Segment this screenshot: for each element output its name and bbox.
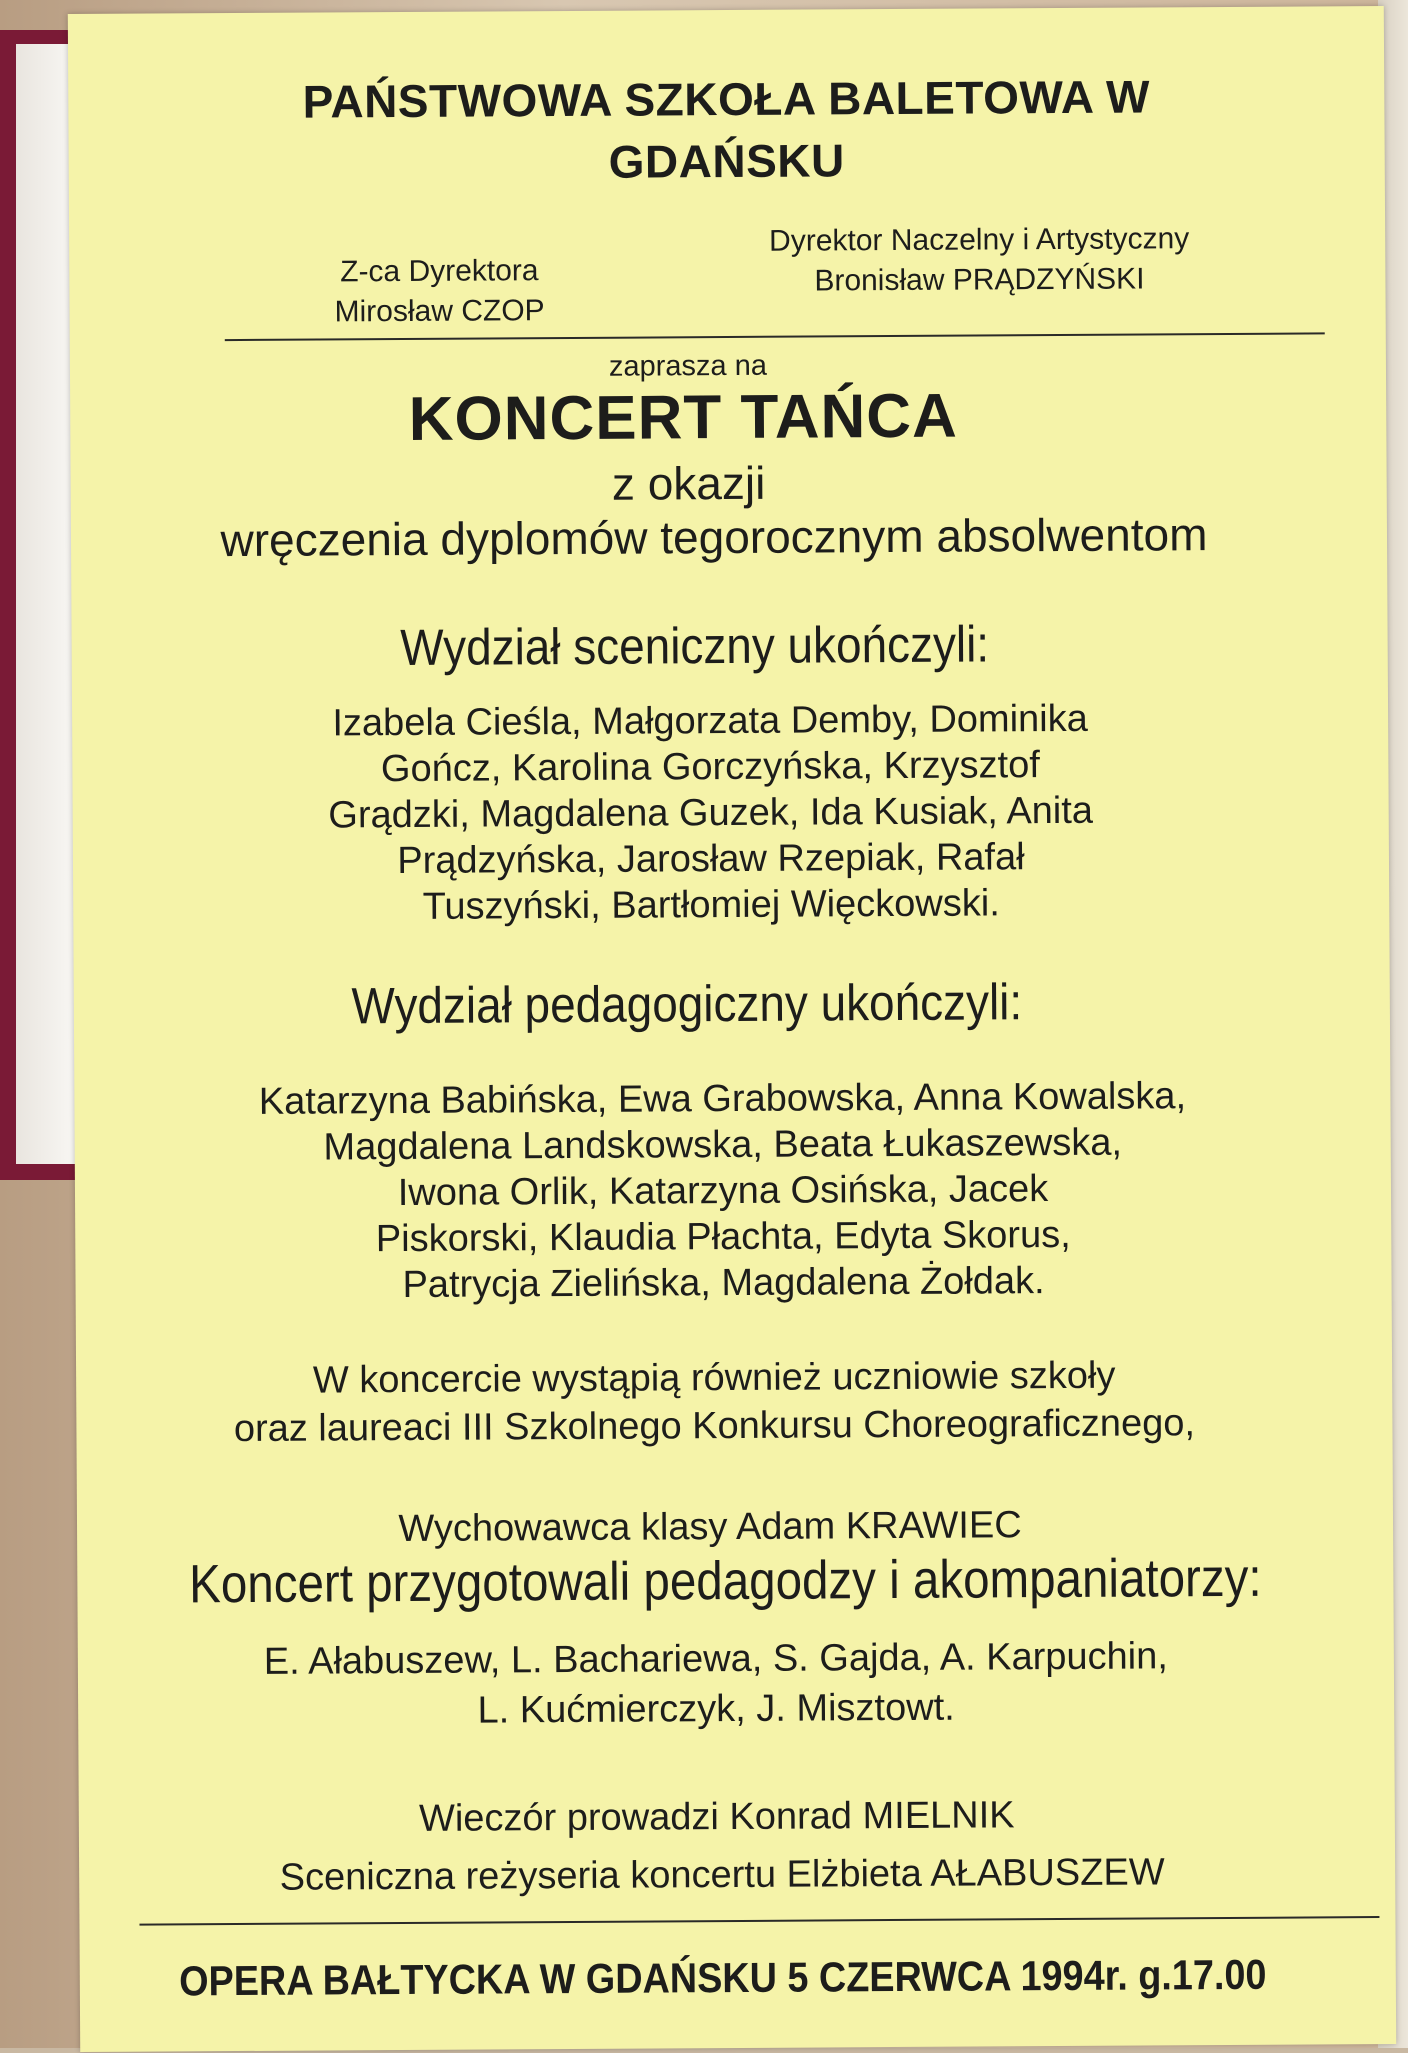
prepared-by-names [38, 1630, 1395, 1738]
director-title: Dyrektor Naczelny i Artystyczny [769, 222, 1190, 258]
prepared-by-heading: Koncert przygotowali pedagodzy i akompaniatorzy: [188, 1547, 1262, 1615]
also-performing-line: oraz laureaci III Szkolnego Konkursu Choreograficznego, [233, 1402, 1196, 1451]
deputy-director-block [249, 251, 629, 333]
event-title: KONCERT TAŃCA [408, 381, 959, 454]
also-performing-line: W koncercie wystąpią również uczniowie szkoły [312, 1354, 1116, 1402]
pedagogy-names-line: Magdalena Landskowska, Beata Łukaszewska, [323, 1121, 1123, 1169]
director-credit: Sceniczna reżyseria koncertu Elżbieta AŁABUSZEW [279, 1851, 1165, 1899]
pedagogy-names-line: Iwona Orlik, Katarzyna Osińska, Jacek [397, 1168, 1049, 1215]
stage-names-line: Grądzki, Magdalena Guzek, Ida Kusiak, Anita [328, 789, 1094, 837]
occasion-line-1: z okazji [611, 456, 766, 510]
pedagogy-names-line: Katarzyna Babińska, Ewa Grabowska, Anna Kowalska, [258, 1075, 1187, 1123]
header-divider [225, 332, 1325, 341]
pedagogy-names-line: Piskorski, Klaudia Płachta, Edyta Skorus, [375, 1213, 1071, 1261]
stage-names-line: Prądzyńska, Jarosław Rzepiak, Rafał [397, 836, 1025, 883]
deputy-director-title: Z-ca Dyrektora [340, 254, 539, 289]
poster-sheet [68, 6, 1396, 2052]
stage-names-line: Tuszyński, Bartłomiej Więckowski. [422, 882, 1000, 928]
venue-date: OPERA BAŁTYCKA W GDAŃSKU 5 CZERWCA 1994r. g.17.00 [179, 1950, 1267, 2005]
also-performing [36, 1350, 1393, 1454]
invites-text: zaprasza na [608, 349, 768, 383]
occasion-line-2: wręczenia dyplomów tegorocznym absolwentom [220, 508, 1208, 567]
school-name-line-1: PAŃSTWOWA SZKOŁA BALETOWA W [302, 70, 1151, 128]
director-block [669, 219, 1289, 303]
director-name: Bronisław PRĄDZYŃSKI [814, 262, 1145, 298]
pedagogy-faculty-names [54, 1072, 1391, 1310]
stage-names-line: Gończ, Karolina Gorczyńska, Krzysztof [380, 744, 1040, 791]
stage-faculty-names [32, 694, 1389, 932]
host-credit: Wieczór prowadzi Konrad MIELNIK [418, 1794, 1015, 1840]
pedagogy-names-line: Patrycja Zielińska, Magdalena Żołdak. [402, 1260, 1045, 1307]
footer-divider [139, 1916, 1379, 1926]
prepared-by-line: E. Ałabuszew, L. Bachariewa, S. Gajda, A. Karpuchin, [263, 1635, 1168, 1683]
deputy-director-name: Mirosław CZOP [334, 294, 545, 329]
stage-faculty-heading: Wydział sceniczny ukończyli: [400, 615, 990, 677]
school-name-line-2: GDAŃSKU [608, 134, 845, 188]
class-tutor: Wychowawca klasy Adam KRAWIEC [398, 1504, 1022, 1551]
prepared-by-line: L. Kućmierczyk, J. Misztowt. [477, 1686, 955, 1732]
pedagogy-faculty-heading: Wydział pedagogiczny ukończyli: [351, 973, 1023, 1035]
stage-names-line: Izabela Cieśla, Małgorzata Demby, Dominika [332, 697, 1088, 745]
